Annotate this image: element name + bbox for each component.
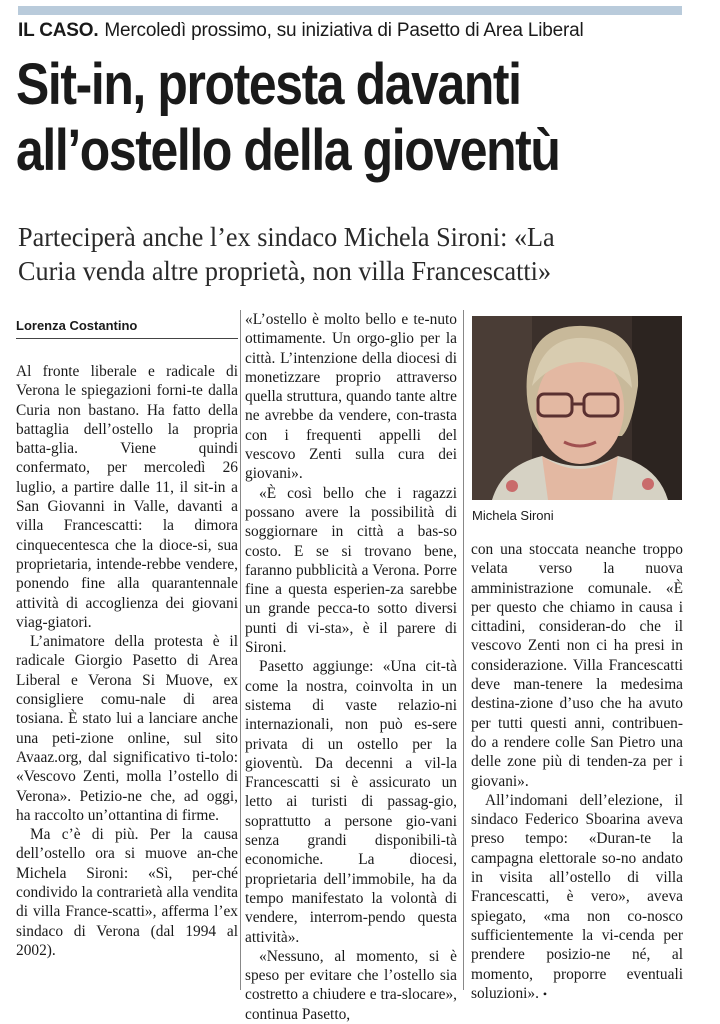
subheadline-line-2: Curia venda altre proprietà, non villa Francescatti» bbox=[18, 256, 552, 286]
byline: Lorenza Costantino bbox=[16, 318, 138, 333]
column-divider bbox=[463, 310, 464, 990]
article-paragraph: con una stoccata neanche troppo velata verso la nuova amministrazione comunale. «È per questo che chiamo in causa i cittadini, consideran-do che il vescovo Zenti non ci ha presi in considerazione. Villa Francescatti deve man-tenere la medesima destina-zione d’uso che ha avuto per tutti questi anni, contribuen-do a rendere colle San Pietro una delle zone più di tenden-za per i giovani». bbox=[471, 541, 683, 790]
end-mark: • bbox=[542, 986, 548, 1001]
subheadline-line-1: Parteciperà anche l’ex sindaco Michela Sironi: «La bbox=[18, 222, 555, 252]
subheadline bbox=[18, 220, 697, 288]
kicker-text: Mercoledì prossimo, su iniziativa di Pasetto di Area Liberal bbox=[104, 20, 584, 41]
article-paragraph: «L’ostello è molto bello e te-nuto ottimamente. Un orgo-glio per la città. L’intenzione della diocesi di monetizzare proprio attraverso quella struttura, quando tante altre ne avrebbe da vendere, con-trasta con i frequenti appelli del vescovo Zenti sulla cura dei giovani». bbox=[245, 311, 457, 483]
headline-line-1: Sit-in, protesta davanti bbox=[16, 52, 521, 117]
kicker-tag: IL CASO. bbox=[18, 20, 99, 41]
photo-caption: Michela Sironi bbox=[472, 508, 554, 523]
article-paragraph: Ma c’è di più. Per la causa dell’ostello ora si muove an-che Michela Sironi: «Sì, per-ché condivido la contrarietà alla vendita di villa France-scatti», afferma l’ex sindaco di Verona (dal 1994 al 2002). bbox=[16, 826, 238, 959]
article-paragraph: Al fronte liberale e radicale di Verona le spiegazioni forni-te dalla Curia non bastano. Ha fatto della battaglia dell’ostello la propria batta-glia. Viene quindi confermato, per mercoledì 26 luglio, a partire dalle 11, il sit-in a San Giovanni in Valle, davanti a villa Francescatti: la dimora cinquecentesca che la dioce-si, sua proprietaria, intende-rebbe vendere, ponendo fine alla quarantennale attività di accoglienza dei giovani viag-giatori. bbox=[16, 363, 238, 631]
kicker bbox=[18, 20, 708, 42]
article-paragraph: L’animatore della protesta è il radicale Giorgio Pasetto di Area Liberal e Verona Si Muove, ex consigliere comu-nale di area tosiana. È stato lui a lanciare anche una peti-zione online, sul sito Avaaz.org, dal significativo ti-tolo: «Vescovo Zenti, molla l’ostello di Verona». Petizio-ne che, ad oggi, ha raccolto un’ottantina di firme. bbox=[16, 633, 238, 824]
article-paragraph: «Nessuno, al momento, si è speso per evitare che l’ostello sia costretto a chiudere e tra-slocare», continua Pasetto, bbox=[245, 947, 457, 1023]
headline bbox=[16, 52, 609, 184]
article-paragraph bbox=[471, 791, 683, 1004]
byline-rule bbox=[16, 338, 238, 339]
column-divider bbox=[240, 310, 241, 990]
headline-line-2: all’ostello della gioventù bbox=[16, 118, 560, 183]
article-column-3 bbox=[471, 540, 683, 1004]
portrait-image bbox=[472, 316, 682, 500]
article-paragraph-text: All’indomani dell’elezione, il sindaco Federico Sboarina aveva preso tempo: «Duran-te la campagna elettorale so-no andato in visita all’ostello di villa Francescatti, è vero», aveva spiegato, «ma non co-nosco sufficientemente la vi-cenda per prendere posizio-ne né, al momento, proporre eventuali soluzioni». bbox=[471, 791, 683, 1002]
article-paragraph: Pasetto aggiunge: «Una cit-tà come la nostra, coinvolta in un sistema di vaste relazio-ni internazionali, non può es-sere privata di un ostello per la gioventù. Da decenni a vil-la Francescatti si è assicurato un letto ai turisti di passag-gio, soprattutto a persone gio-vani senza grandi disponibili-tà economiche. La diocesi, proprietaria dell’immobile, ha da tempo manifestato la volontà di vendere, interrom-pendo questa attività». bbox=[245, 658, 457, 946]
article-paragraph: «È così bello che i ragazzi possano avere la possibilità di soggiornare in città a bas-so costo. E se si trovano bene, faranno pubblicità a Verona. Porre fine a questa esperien-za sarebbe un grande pecca-to sotto diversi punti di vi-sta», è il parere di Sironi. bbox=[245, 484, 457, 657]
article-column-1 bbox=[16, 362, 238, 960]
portrait-photo bbox=[472, 316, 682, 500]
article-column-2 bbox=[245, 310, 457, 1024]
top-color-bar bbox=[18, 6, 682, 15]
